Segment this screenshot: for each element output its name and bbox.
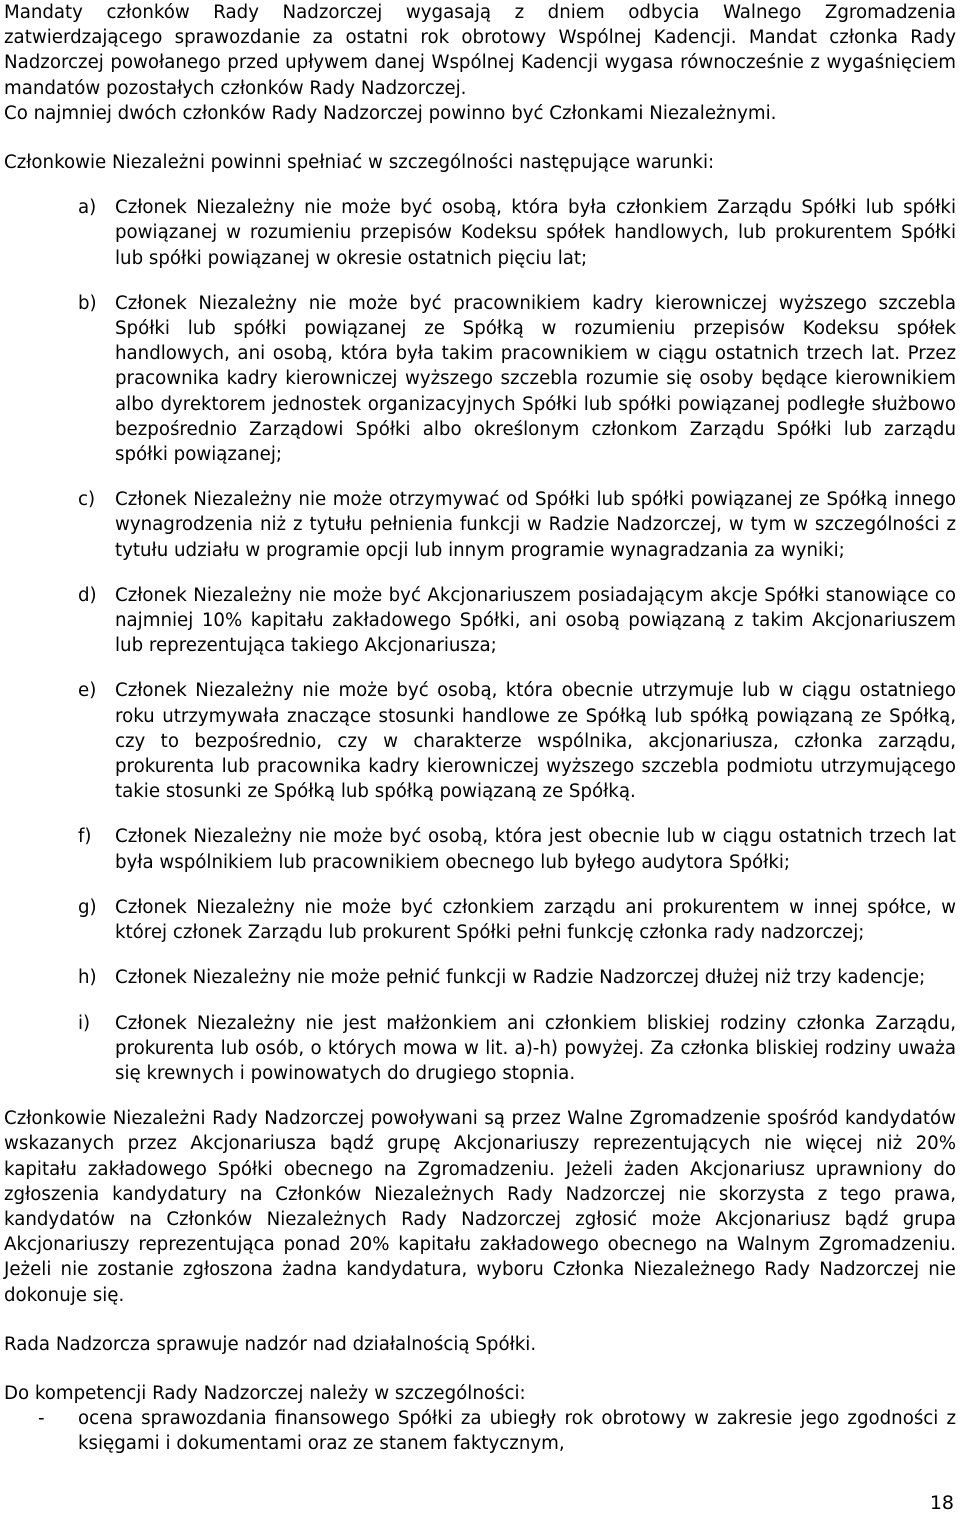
condition-text: Członek Niezależny nie jest małżonkiem ani członkiem bliskiej rodziny członka Zarządu, prokurenta lub osób, o których mowa w lit. a)-h) powyżej. Za członka bliskiej rodziny uważa się krewnych i powinowatych do drugiego stopnia.	[115, 1012, 956, 1084]
list-marker: h)	[78, 967, 97, 989]
condition-text: Członek Niezależny nie może być Akcjonariuszem posiadającym akcje Spółki stanowiące co najmniej 10% kapitału zakładowego Spółki, ani osobą powiązaną z takim Akcjonariuszem lub reprezentująca takiego Akcjonariusza;	[115, 584, 956, 657]
condition-item-f	[4, 824, 956, 874]
condition-text: Członek Niezależny nie może być osobą, która obecnie utrzymuje lub w ciągu ostatniego roku utrzymywała znaczące stosunki handlowe ze Spółką lub spółką powiązaną ze Spółką, czy to bezpośrednio, czy w charakterze wspólnika, akcjonariusza, członka zarządu, prokurenta lub pracownika kadry kierowniczej wyższego szczebla podmiotu utrzymującego takie stosunki ze Spółką lub spółką powiązaną ze Spółką.	[115, 680, 956, 803]
list-marker: f)	[78, 826, 92, 848]
condition-text: Członek Niezależny nie może być członkiem zarządu ani prokurentem w innej spółce, w której członek Zarządu lub prokurent Spółki pełni funkcję członka rady nadzorczej;	[115, 896, 956, 944]
condition-text: Członek Niezależny nie może być osobą, która jest obecnie lub w ciągu ostatnich trzech lat była wspólnikiem lub pracownikiem obecnego lub byłego audytora Spółki;	[115, 826, 956, 873]
list-marker: c)	[78, 489, 96, 511]
list-marker: d)	[78, 584, 97, 606]
conditions-list	[4, 195, 956, 1086]
condition-text: Członek Niezależny nie może być osobą, która była członkiem Zarządu Spółki lub spółki powiązanej w rozumieniu przepisów Kodeksu spółek handlowych, lub prokurentem Spółki lub spółki powiązanej w okresie ostatnich pięciu lat;	[115, 197, 956, 269]
paragraph-independent-election: Członkowie Niezależni Rady Nadzorczej powoływani są przez Walne Zgromadzenie spośród kandydatów wskazanych przez Akcjonariusza bądź grupę Akcjonariuszy reprezentujących nie więcej niż 20% kapitału zakładowego Spółki obecnego na Zgromadzeniu. Jeżeli żaden Akcjonariusz uprawniony do zgłoszenia kandydatury na Członków Niezależnych Rady Nadzorczej nie skorzysta z tego prawa, kandydatów na Członków Niezależnych Rady Nadzorczej zgłosić może Akcjonariusz bądź grupa Akcjonariuszy reprezentująca ponad 20% kapitału zakładowego obecnego na Walnym Zgromadzeniu. Jeżeli nie zostanie zgłoszona żadna kandydatura, wyboru Członka Niezależnego Rady Nadzorczej nie dokonuje się.	[4, 1108, 956, 1306]
list-marker: b)	[78, 292, 97, 314]
page-number: 18	[929, 1492, 954, 1514]
competence-text: ocena sprawozdania finansowego Spółki za ubiegły rok obrotowy w zakresie jego zgodności z księgami i dokumentami oraz ze stanem faktycznym,	[78, 1408, 956, 1455]
list-marker: -	[38, 1408, 45, 1430]
condition-item-d	[4, 583, 956, 659]
condition-item-c	[4, 487, 956, 563]
paragraph-competences-intro: Do kompetencji Rady Nadzorczej należy w szczególności:	[4, 1382, 526, 1404]
condition-item-g	[4, 895, 956, 945]
condition-text: Członek Niezależny nie może być pracownikiem kadry kierowniczej wyższego szczebla Spółki lub spółki powiązanej ze Spółką w rozumieniu przepisów Kodeksu spółek handlowych, ani osobą, która była takim pracownikiem w ciągu ostatnich trzech lat. Przez pracownika kadry kierowniczej wyższego szczebla rozumie się osoby będące kierownikiem albo dyrektorem jednostek organizacyjnych Spółki lub spółki powiązanej podległe służbowo bezpośrednio Zarządowi Spółki albo określonym członkom Zarządu Spółki lub zarządu spółki powiązanej;	[115, 292, 956, 466]
paragraph-supervision: Rada Nadzorcza sprawuje nadzór nad działalnością Spółki.	[4, 1333, 537, 1355]
document-page	[4, 0, 956, 1457]
paragraph-mandates: Mandaty członków Rady Nadzorczej wygasają z dniem odbycia Walnego Zgromadzenia zatwierdzającego sprawozdanie za ostatni rok obrotowy Wspólnej Kadencji. Mandat członka Rady Nadzorczej powołanego przed upływem danej Wspólnej Kadencji wygasa równocześnie z wygaśnięciem mandatów pozostałych członków Rady Nadzorczej.	[4, 2, 956, 99]
condition-item-e	[4, 678, 956, 804]
competences-list	[4, 1406, 956, 1456]
paragraph-conditions-intro: Członkowie Niezależni powinni spełniać w szczególności następujące warunki:	[4, 152, 715, 174]
list-marker: a)	[78, 197, 97, 219]
list-marker: g)	[78, 896, 97, 918]
condition-item-h	[4, 965, 956, 990]
condition-text: Członek Niezależny nie może pełnić funkcji w Radzie Nadzorczej dłużej niż trzy kadencje;	[115, 967, 926, 989]
paragraph-independent-minimum: Co najmniej dwóch członków Rady Nadzorczej powinno być Członkami Niezależnymi.	[4, 102, 777, 124]
condition-item-a	[4, 195, 956, 271]
list-marker: i)	[78, 1012, 91, 1034]
list-marker: e)	[78, 680, 97, 702]
competence-item	[4, 1406, 956, 1456]
condition-item-b	[4, 291, 956, 467]
condition-text: Członek Niezależny nie może otrzymywać od Spółki lub spółki powiązanej ze Spółką innego wynagrodzenia niż z tytułu pełnienia funkcji w Radzie Nadzorczej, w tym w szczególności z tytułu udziału w programie opcji lub innym programie wynagradzania za wyniki;	[115, 489, 956, 561]
condition-item-i	[4, 1011, 956, 1087]
